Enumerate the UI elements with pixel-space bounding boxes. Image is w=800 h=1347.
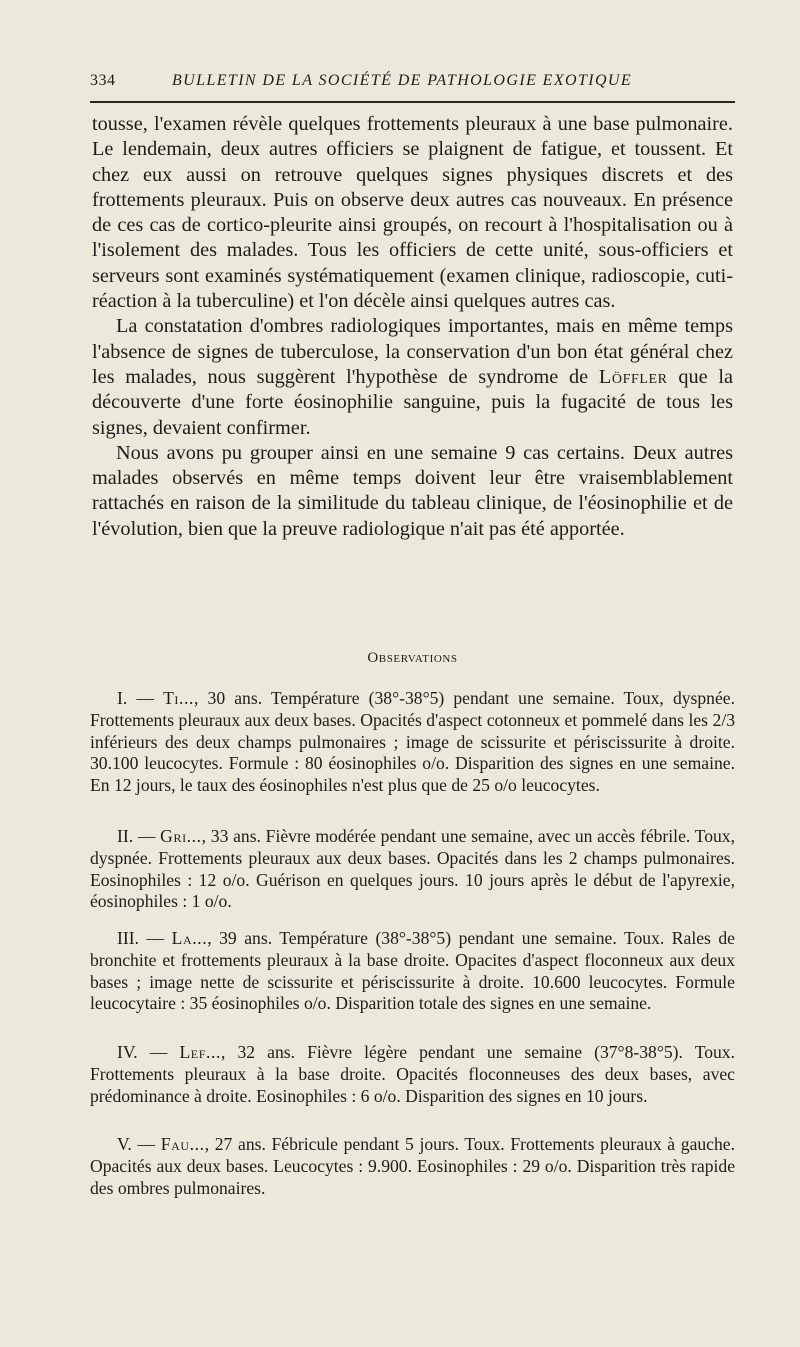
body-text [92, 112, 733, 542]
patient-name: Gri... [160, 826, 202, 846]
patient-name: Lef... [179, 1042, 221, 1062]
observation-paragraph [90, 1134, 735, 1199]
observation-paragraph [90, 688, 735, 797]
observation [90, 1134, 735, 1199]
observation-number: II. — [117, 826, 161, 846]
observation-text: , 30 ans. Température (38°-38°5) pendant une semaine. Toux, dyspnée. Frottements pleuraux aux deux bases. Opacités d'aspect cotonneux et pommelé dans les 2/3 inférieurs des deux champs pulmonaires ; image de scissurite et périscissurite à droite. 30.100 leucocytes. Formule : 80 éosinophiles o/o. Disparition des signes en une semaine. En 12 jours, le taux des éosinophiles n'est plus que de 25 o/o leucocytes. [90, 688, 735, 796]
paragraph-text: La constatation d'ombres radiologiques importantes, mais en même temps l'absence de signes de tuberculose, la conservation d'un bon état général chez les malades, nous suggèrent l'hypothèse de syndrome de [92, 315, 733, 388]
observation [90, 928, 735, 1015]
patient-name: La... [171, 928, 208, 948]
running-title: BULLETIN DE LA SOCIÉTÉ DE PATHOLOGIE EXOTIQUE [172, 72, 633, 89]
observation-paragraph [90, 1042, 735, 1107]
observation-text: , 32 ans. Fièvre légère pendant une semaine (37°8-38°5). Toux. Frottements pleuraux à la base droite. Opacités floconneuses des deux bases, avec prédominance à droite. Eosinophiles : 6 o/o. Disparition des signes en 10 jours. [90, 1042, 736, 1106]
header-rule [90, 101, 735, 103]
observation-paragraph [90, 826, 735, 913]
observation [90, 688, 735, 797]
observation-number: V. — [117, 1134, 161, 1154]
observation-number: III. — [117, 928, 172, 948]
page-header [90, 72, 735, 96]
paragraph: Nous avons pu grouper ainsi en une semaine 9 cas certains. Deux autres malades observés en même temps doivent leur être vraisemblablement rattachés en raison de la similitude du tableau clinique, de l'éosinophilie et de l'évolution, bien que la preuve radiologique n'ait pas été apportée. [92, 441, 733, 540]
paragraph: tousse, l'examen révèle quelques frottements pleuraux à une base pulmonaire. Le lendemain, deux autres officiers se plaignent de fatigue, et toussent. Et chez eux aussi on retrouve quelques signes physiques discrets et des frottements pleuraux. Puis on observe deux autres cas nouveaux. En présence de ces cas de cortico-pleurite ainsi groupés, on recourt à l'hospitalisation ou à l'isolement des malades. Tous les officiers de cette unité, sous-officiers et serveurs sont examinés systématiquement (examen clinique, radioscopie, cuti-réaction à la tuberculine) et l'on décèle ainsi quelques autres cas. [92, 113, 733, 313]
paragraph [92, 314, 733, 440]
paragraph-text: que la découverte d'une forte éosinophilie sanguine, puis la fugacité de tous les signes, devaient confirmer. [92, 365, 733, 439]
section-title: Observations [367, 650, 458, 666]
observation-text: , 39 ans. Température (38°-38°5) pendant une semaine. Toux. Rales de bronchite et frottements pleuraux à la base droite. Opacites d'aspect floconneux aux deux bases ; image nette de scissurite et périscissurite à droite. 10.600 leucocytes. Formule leucocytaire : 35 éosinophiles o/o. Disparition totale des signes en une semaine. [90, 928, 735, 1014]
author-name: Löffler [598, 365, 668, 388]
observation-text: , 27 ans. Fébricule pendant 5 jours. Toux. Frottements pleuraux à gauche. Opacités aux deux bases. Leucocytes : 9.900. Eosinophiles : 29 o/o. Disparition très rapide des ombres pulmonaires. [90, 1134, 735, 1198]
observation [90, 826, 735, 913]
observation-number: I. — [117, 688, 164, 708]
page-number: 334 [90, 72, 116, 89]
patient-name: Ti... [163, 688, 195, 708]
observation-text: , 33 ans. Fièvre modérée pendant une semaine, avec un accès fébrile. Toux, dyspnée. Frottements pleuraux aux deux bases. Opacités dans les 2 champs pulmonaires. Eosinophiles : 12 o/o. Guérison en quelques jours. 10 jours après le début de l'apyrexie, éosinophiles : 1 o/o. [90, 826, 735, 912]
observation-number: IV. — [117, 1042, 180, 1062]
patient-name: Fau... [160, 1134, 205, 1154]
observation [90, 1042, 735, 1107]
observation-paragraph [90, 928, 735, 1015]
